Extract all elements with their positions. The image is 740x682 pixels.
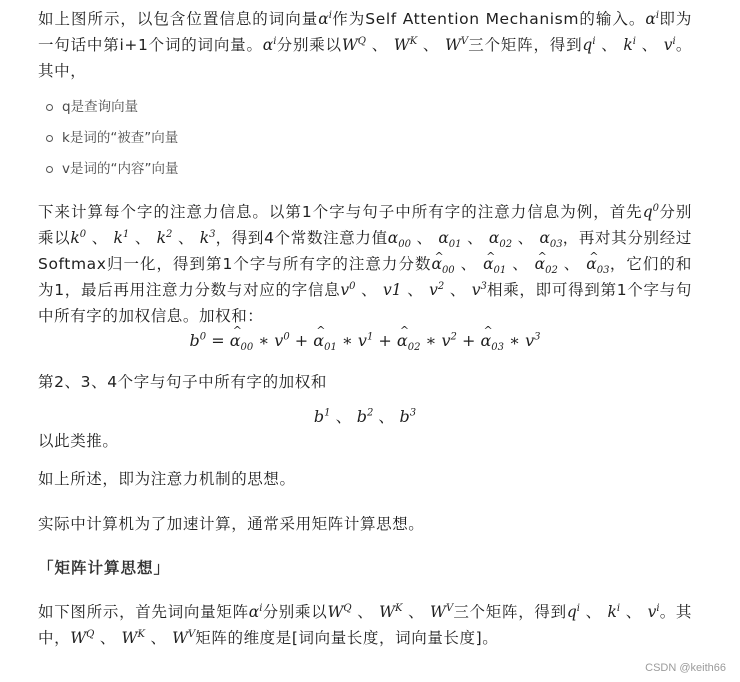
math-alpha-hat01: α $\^{}_{01}$ xyxy=(483,255,506,273)
matrix-paragraph: 如下图所示，首先词向量矩阵$\alpha^i$分别乘以$W^Q$ 、 $W^K$ 、 $W^V$三个矩阵，得到$q^i$ 、 $k^i$ 、 $v^i$。其中，$W^Q$ 、 $W^K$ 、 $W^V$矩阵的维度是[词向量长度，词向量长度]。 xyxy=(38,602,693,647)
math-v3: $v^3$ xyxy=(471,280,487,299)
section-heading: 「矩阵计算思想」 xyxy=(38,559,171,577)
math-ki: $k^i$ xyxy=(607,602,621,621)
math-alpha01: $\alpha_{01}$ xyxy=(438,229,462,251)
qkv-definition-list xyxy=(46,92,178,185)
analogy-paragraph: 以此类推。 xyxy=(38,432,119,450)
math-wq: $W^Q$ xyxy=(327,602,352,621)
csdn-watermark: CSDN @keith66 xyxy=(645,662,726,674)
text-segment: 即为一句话中第i+1个词的词向量。 xyxy=(38,10,693,54)
math-vi: $v^i$ xyxy=(663,35,676,54)
math-k2: $k^2$ xyxy=(156,228,173,247)
intro-paragraph: 如上图所示，以包含位置信息的词向量$\alpha^i$作为Self Attention Mechanism的输入。$\alpha^i$即为一句话中第i+1个词的词向量。$\alpha^i$分别乘以$W^Q$ 、 $W^K$ 、 $W^V$三个矩阵，得到$q^i$ 、 $k^i$ 、 $v^i$。其中， xyxy=(38,9,693,80)
summary-paragraph: 如上所述，即为注意力机制的思想。 xyxy=(38,470,296,488)
math-alpha-i: $\alpha^i$ xyxy=(645,9,660,28)
math-alpha-i: $\alpha^i$ xyxy=(262,35,277,54)
text-segment: 分别乘以 xyxy=(276,36,342,54)
math-alpha-hat02: α $\^{}_{02}$ xyxy=(535,255,558,273)
b-vectors-equation: $b^1$ 、 $b^2$ 、 $b^3$ xyxy=(313,407,417,426)
math-alpha-hat00: α $\^{}_{00}$ xyxy=(431,255,454,273)
list-item: q是查询向量 xyxy=(46,92,178,123)
math-wq: $W^Q$ xyxy=(70,628,95,647)
math-k3: $k^3$ xyxy=(199,228,216,247)
math-alpha03: $\alpha_{03}$ xyxy=(539,229,563,251)
weighted-sum-equation: $b^0 = \alpha$ $\^{}_{00}$ ∗ $v^0 + \alpha$ $\^{}_{01}$ ∗ $v^1 + \alpha$ $\^{}_{02}$ ∗ $v^2 + \alpha$ $\^{}_{03}$ ∗ $v^3$ xyxy=(38,331,692,350)
math-ki: $k^i$ xyxy=(623,35,636,54)
math-wv: $W^V$ xyxy=(444,35,469,54)
text-segment: 三个矩阵，得到 xyxy=(468,36,583,54)
math-q0: $q^0$ xyxy=(642,202,659,221)
attention-paragraph: 下来计算每个字的注意力信息。以第1个字与句子中所有字的注意力信息为例，首先$q^0$分别乘以$k^0$ 、 $k^1$ 、 $k^2$ 、 $k^3$，得到4个常数注意力值$\alpha_{00}$ 、 $\alpha_{01}$ 、 $\alpha_{02}$ 、 $\alpha_{03}$，再对其分别经过Softmax归一化，得到第1个字与所有字的注意力分数α $\^{}_{00}$ 、 α $\^{}_{01}$ 、 α $\^{}_{02}$ 、 α $\^{}_{03}$，它们的和为1，最后再用注意力分数与对应的字信息$v^0$ 、 v1 、 $v^2$ 、 $v^3$相乘，即可得到第1个字与句中所有字的加权信息。加权和： xyxy=(38,199,692,329)
math-alpha-i: $\alpha^i$ xyxy=(248,602,263,621)
math-wk: $W^K$ xyxy=(393,35,418,54)
text-segment: 如上图所示，以包含位置信息的词向量 xyxy=(38,10,319,28)
math-k1: $k^1$ xyxy=(113,228,130,247)
math-k0: $k^0$ xyxy=(70,228,87,247)
math-alpha00: $\alpha_{00}$ xyxy=(387,229,411,251)
list-item: k是词的“被查”向量 xyxy=(46,123,178,154)
math-vi: $v^i$ xyxy=(647,602,660,621)
math-wk: $W^K$ xyxy=(121,628,145,647)
math-v0: $v^0$ xyxy=(340,280,356,299)
math-wv: $W^V$ xyxy=(430,602,454,621)
math-qi: $q^i$ xyxy=(582,35,596,54)
math-alpha-i: $\alpha^i$ xyxy=(318,9,332,28)
list-item: v是词的“内容”向量 xyxy=(46,154,178,185)
math-v2: $v^2$ xyxy=(429,280,445,299)
math-qi: $q^i$ xyxy=(566,602,580,621)
weighted-sum-others-paragraph: 第2、3、4个字与句子中所有字的加权和 xyxy=(38,373,327,391)
math-wk: $W^K$ xyxy=(379,602,403,621)
text-segment: 作为Self Attention Mechanism的输入。 xyxy=(331,10,646,28)
text-segment: 。其中， xyxy=(38,36,692,80)
math-v1: v1 xyxy=(383,281,402,299)
math-wv: $W^V$ xyxy=(172,628,196,647)
math-alpha-hat03: α $\^{}_{03}$ xyxy=(586,255,609,273)
matrix-intro-paragraph: 实际中计算机为了加速计算，通常采用矩阵计算思想。 xyxy=(38,515,425,533)
math-alpha02: $\alpha_{02}$ xyxy=(488,229,513,251)
math-wq: $W^Q$ xyxy=(341,35,366,54)
